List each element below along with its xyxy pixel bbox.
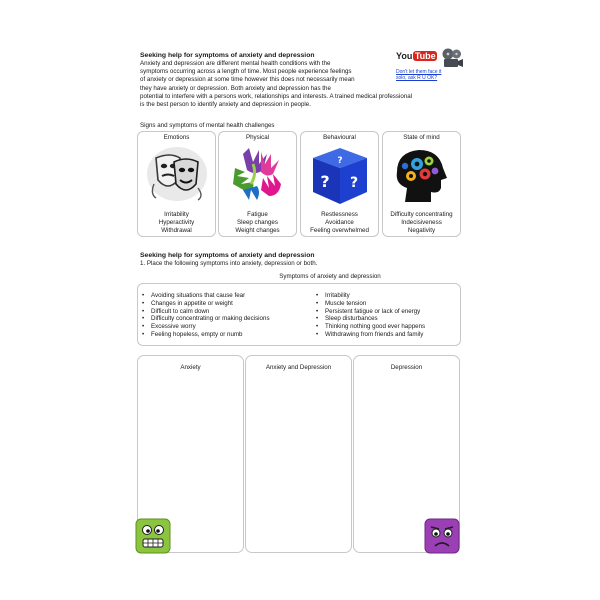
theatre-masks-icon	[142, 144, 212, 206]
list-item: • Feeling hopeless, empty or numb	[142, 331, 270, 339]
task-title: Seeking help for symptoms of anxiety and depression	[140, 252, 315, 259]
sad-face-icon	[424, 518, 460, 554]
anxious-face-icon	[135, 518, 171, 554]
intro-line: of anxiety or depression at some time however this does not necessarily mean	[140, 76, 355, 84]
card-behavioural	[300, 131, 379, 237]
card-lines: Irritability Hyperactivity Withdrawal	[158, 211, 195, 235]
list-item: • Muscle tension	[316, 300, 425, 308]
sort-column-title: Depression	[390, 364, 423, 371]
card-lines: Fatigue Sleep changes Weight changes	[235, 211, 280, 235]
card-title: Physical	[245, 134, 270, 141]
signs-heading: Signs and symptoms of mental health challenges	[140, 122, 275, 129]
svg-text:?: ?	[337, 156, 343, 166]
film-reel-icon	[440, 47, 464, 69]
card-physical	[218, 131, 297, 237]
symptoms-title: Symptoms of anxiety and depression	[279, 273, 381, 280]
card-lines: Difficulty concentrating Indecisiveness Negativity	[390, 211, 453, 235]
head-gears-icon	[387, 144, 457, 206]
youtube-logo[interactable]: You Tube	[396, 51, 436, 61]
sort-column-anxiety-and-depression[interactable]	[245, 355, 352, 553]
intro-line: is the best person to identify anxiety and depression in people.	[140, 101, 311, 109]
list-item: • Changes in appetite or weight	[142, 300, 270, 308]
card-title: State of mind	[403, 134, 440, 141]
sort-column-title: Anxiety and Depression	[265, 364, 332, 371]
painted-hands-icon	[223, 144, 293, 206]
intro-line: they have anxiety or depression. Both anxiety and depression has the	[140, 84, 331, 92]
svg-text:?: ?	[320, 172, 330, 191]
list-item: • Difficult to calm down	[142, 308, 270, 316]
list-item: • Difficulty concentrating or making decisions	[142, 315, 270, 323]
list-item: • Withdrawing from friends and family	[316, 331, 425, 339]
card-emotions	[137, 131, 216, 237]
card-state-of-mind	[382, 131, 461, 237]
card-title: Emotions	[163, 134, 190, 141]
list-item: • Thinking nothing good ever happens	[316, 323, 425, 331]
intro-line: Anxiety and depression are different mental health conditions with the	[140, 60, 331, 67]
video-promo[interactable]	[394, 46, 468, 86]
intro-line: potential to interfere with a persons work, relationships and interests. A trained medical professional	[140, 92, 413, 100]
list-item: • Avoiding situations that cause fear	[142, 292, 270, 300]
intro-line: symptoms occurring across a length of time. Most people experience feelings	[140, 68, 352, 76]
card-lines: Restlessness Avoidance Feeling overwhelmed	[310, 211, 369, 235]
symptoms-list-left	[142, 292, 270, 339]
symptoms-box	[137, 283, 461, 346]
list-item: • Persistent fatigue or lack of energy	[316, 308, 425, 316]
task-section	[140, 252, 317, 268]
svg-text:?: ?	[349, 175, 359, 191]
intro-title: Seeking help for symptoms of anxiety and depression	[140, 52, 315, 59]
symptoms-list-right	[316, 292, 425, 339]
card-title: Behavioural	[323, 134, 356, 141]
list-item: • Excessive worry	[142, 323, 270, 331]
task-instruction: 1. Place the following symptoms into anxiety, depression or both.	[140, 260, 318, 267]
list-item: • Sleep disturbances	[316, 315, 425, 323]
sort-column-title: Anxiety	[180, 364, 201, 371]
list-item: • Irritability	[316, 292, 425, 300]
question-dice-icon	[305, 144, 375, 206]
ruok-video-link[interactable]: Don't let them face it solo, ask R U OK?	[396, 69, 442, 82]
